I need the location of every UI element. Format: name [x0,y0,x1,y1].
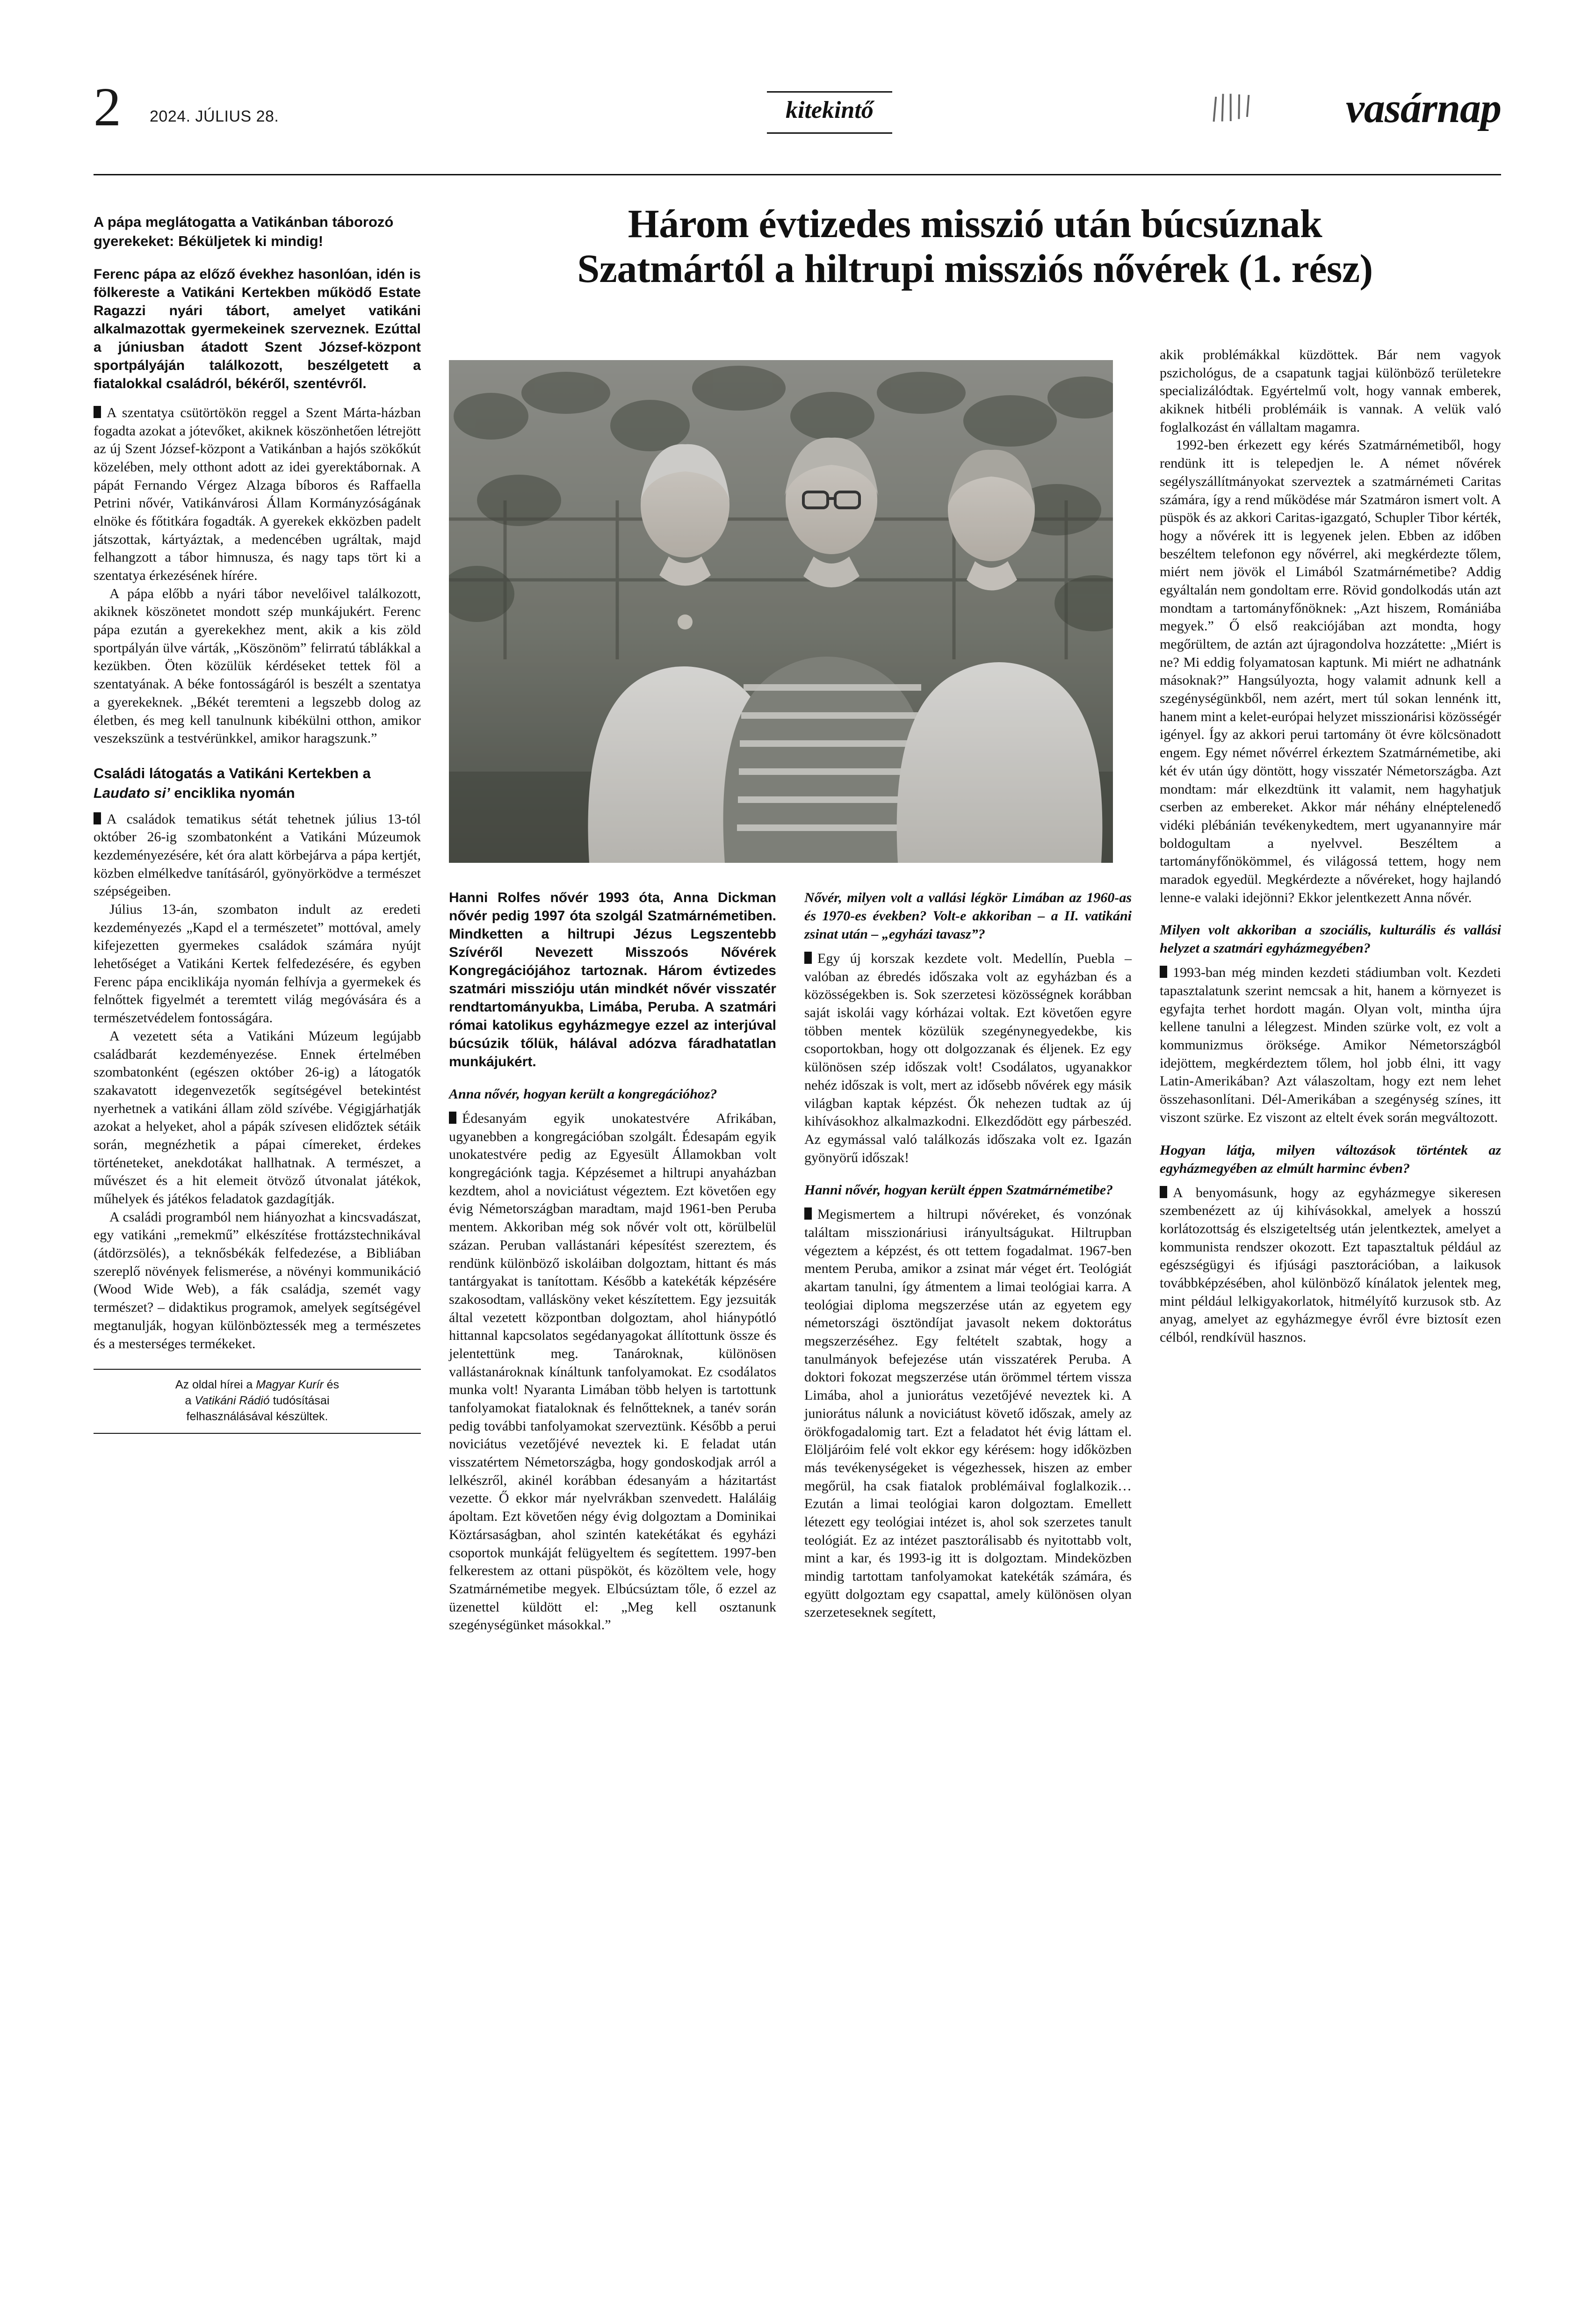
left-rail-paragraph: Július 13-án, szombaton indult az eredeti kezdeményezés „Kapd el a természetet” mottóval, amely kifejezetten gyermekes családok számára nyújt lehetőséget a Vatikáni Kertek felfedezésére, és egyben Ferenc pápa enciklikája nyomán felhívja a gyermekek és felnőttek figyelmét a teremtett világ megóvására és a természetvédelem fontosságára. [94,902,421,1026]
interview-answer: akik problémákkal küzdöttek. Bár nem vagyok pszichológus, de a csapatunk tagjai különböző területekre specializálódtak. Egyértelmű volt, hogy vannak emberek, akiknek hitbéli problémáik is vannak. A velük való foglalkozást én vállaltam magamra. [1160,347,1501,435]
subhead-text-pre: Családi látogatás a Vatikáni Kertekben a [94,765,371,781]
left-rail-paragraph: A pápa előbb a nyári tábor nevelőivel találkozott, akiknek köszönetet mondott szép munkájukért. Ferenc pápa ezután a gyerekekhez ment, akik a kis zöld sportpályán ülve várták, „Köszönöm” felirratú táblákkal a kezükben. Öten közülük kérdéseket tettek föl a szentatyának. A béke fontosságáról is beszélt a szentatya a gyerekeknek. „Békét teremteni a legszebb dolog az életben, és meg kell tanulnunk kibékülni otthon, amikor veszekszünk a testvérünkkel, amikor haragszunk.” [94,585,421,746]
section-badge: kitekintő [767,91,892,134]
interview-question: Nővér, milyen volt a vallási légkör Limában az 1960-as és 1970-es években? Volt-e akkoriban – a II. vatikáni zsinat után – „egyházi tavasz”? [804,890,1132,942]
article-column-4 [1160,346,1501,1347]
source-credit [94,1369,421,1434]
interview-answer: Édesanyám egyik unokatestvére Afrikában, ugyanebben a kongregációban szolgált. Édesapám egyik unokatestvére pedig az Egyesült Államokban volt kongregációnk tagja. Képzésemet a hiltrupi anyaházban kezdtem, ahol a noviciátust végeztem. Ezt követően egy évig Németországban maradtam, majd 1961-ben Peruba mentem. Akkoriban még sok nővér volt ott, körülbelül százan. Peruban vallástanári képesítést szereztem, és rendünk különböző iskoláiban dolgoztam, hittant és más tantárgyakat is tanítottam. Később a katekéták képzésére szakosodtam, vallásköny veket készítettem. Egy jezsuiták által vezetett központban dolgoztam, ahol hiánypótló hittannal kapcsolatos segédanyagokat állítottunk össze és jelentettünk meg. Tanároknak, különösen vallástanároknak kínáltunk tanfolyamokat. Ez csodálatos munka volt! Nyaranta Limában több helyen is tartottunk tanfolyamokat fiataloknak és felnőtteknek, a tanév során pedig további tanfolyamokat szerveztünk. Később a perui noviciátus vezetőjévé neveztek ki. E feladat után visszatértem Németországba, hogy gondoskodjak arról a lelkészről, akinél korábban édesanyám a házitartást vezette. Ő ekkor már nyelvrákban szenvedett. Haláláig ápoltam. Ezt követően négy évig dolgoztam a Dominikai Köztársaságban, ahol szintén katekétákat és egyházi csoportok munkáját felügyeltem és segítettem. 1997-ben felkerestem az ottani püspököt, és közöltem vele, hogy Szatmárnémetibe megyek. Elbúcsúztam tőle, ő ezzel az üzenettel küldött el: „Meg kell osztanunk szegénységünket másokkal.” [449,1110,776,1634]
left-rail-kicker: A pápa meglátogatta a Vatikánban táborozó gyerekeket: Béküljetek ki mindig! [94,214,394,249]
interview-question: Hanni nővér, hogyan került éppen Szatmárnémetibe? [804,1182,1113,1198]
credit-italic-2: Vatikáni Rádió [195,1394,270,1407]
page-number: 2 [94,76,121,137]
sisters-group-photo [449,360,1113,863]
credit-italic-1: Magyar Kurír [256,1378,324,1392]
left-rail-column [94,213,421,1434]
brand-title: vasárnap [1345,85,1501,131]
credit-post-2: tudósításai [269,1394,330,1407]
header-divider [94,174,1501,175]
sun-rays-svg [1205,83,1261,127]
interview-answer: 1993-ban még minden kezdeti stádiumban volt. Kezdeti tapasztalatunk szerint nemcsak a hit, hanem a környezet is egyfajta terhet hordott magán. Olyan volt, mintha újra kellene tanulni a lélegzest. Minden szürke volt, ez volt a kommunizmus öröksége. Amikor Németországból idejöttem, megkérdeztem tőlem, hol jobb élni, itt vagy Latin-Amerikában? Azt válaszoltam, hogy ezt nem lehet összehasonlítani. Dél-Amerikában a szegénység színes, itt viszont szürke. Ez viszont az eltelt évek során megváltozott. [1160,964,1501,1127]
subhead-text-post: enciklika nyomán [170,784,295,801]
subhead-text-italic: Laudato si’ [94,784,170,801]
left-rail-lead: Ferenc pápa az előző évekhez hasonlóan, idén is fölkereste a Vatikáni Kertekben működő Estate Ragazzi nyári tábort, amelyet vatikáni alkalmazottak gyermekeinek szerveznek. Ezúttal a júniusban átadott Szent József-központ sportpályáján találkozott, beszélgetett a fiatalokkal családról, békéről, szentévről. [94,266,421,391]
interview-question: Milyen volt akkoriban a szociális, kulturális és vallási helyzet a szatmári egyházmegyében? [1160,922,1501,956]
issue-date: 2024. JÚLIUS 28. [150,108,279,125]
article-column-3 [804,889,1132,1622]
interview-answer: Egy új korszak kezdete volt. Medellín, Puebla – valóban az ébredés időszaka volt az egyházban és a közösségekben is. Sok szerzetesi közösségnek korábban saját iskolái vagy kórházai voltak. Ezt követően egyre többen mentek közülük szegénynegyedekbe, kis csoportokban, hogy ott dolgozzanak és éljenek. Ez egy különösen szép időszak volt! Csodálatos, ugyanakkor nehéz időszak is volt, mert az idősebb nővérek egy másik világban kaptak képzést. Ők nehezen tudtak az új kihívásokhoz alkalmazkodni. Elkezdődött egy párbeszéd. Az egymással való találkozás időszaka volt ez. Igazán gyönyörű időszak! [804,950,1132,1167]
left-rail-paragraph: A családi programból nem hiányozhat a kincsvadászat, egy vatikáni „remekmű” elkészítése frottázstechnikával (átdörzsölés), a teknősbékák felfedezése, a Bibliában szereplő növények felismerése, a növényi kommunikáció (Wood Wide Web), a fák családja, szemét vagy természet? – didaktikus programok, amelyek segítségével megtanulják, hogyan különböztessék meg a természetes és a mesterséges termékeket. [94,1209,421,1352]
photo-illustration [449,360,1113,863]
interview-question: Hogyan látja, milyen változások történtek az egyházmegyében az elmúlt harminc évben? [1160,1142,1501,1176]
credit-line-3: felhasználásával készültek. [186,1409,328,1423]
headline-line-1: Három évtizedes misszió után búcsúznak [628,201,1322,246]
left-rail-paragraph: A vezetett séta a Vatikáni Múzeum legújabb családbarát kezdeményezése. Ennek értelmében szombatonként (egészen október 26-ig) a látogatók szakavatott idegenvezetők segítségével betekintést nyerhetnek a vatikáni állam zöld szívébe. Végigjárhatják azokat a helyeket, ahol a pápák szívesen elidőztek sétáik során, megnézhetik a pápai címereket, érdekes történeteket, anekdotákat hallhatnak. A természet, a művészet és a hit elemeit ötvöző útvonalat játékok, műhelyek és játékos feladatok gazdagítják. [94,1028,421,1207]
left-rail-subhead [94,764,421,803]
credit-pre-1: Az oldal hírei a [175,1378,256,1392]
sun-rays-icon [1205,83,1262,134]
credit-pre-2: a [185,1394,195,1407]
interview-question: Anna nővér, hogyan került a kongregációhoz? [449,1086,717,1102]
left-rail-paragraph: A szentatya csütörtökön reggel a Szent Márta-házban fogadta azokat a jótevőket, akiknek köszönhetően létrejött az új Szent József-központ a Vatikánban a hajós szökőkút közelében, mely otthont adott az idei gyerektábornak. A pápát Fernando Vérgez Alzaga bíboros és Raffaella Petrini nővér, Vatikánvárosi Állam Kormányzóságának elnöke és főtitkára fogadták. A gyerekek ekközben padelt játszottak, kártyáztak, a medencében ugráltak, majd felhangzott a tábor himnusza, és nagy taps tört ki a szentatya érkezésének hírére. [94,404,421,585]
credit-post-1: és [323,1378,339,1392]
interview-answer: 1992-ben érkezett egy kérés Szatmárnémetiből, hogy rendünk itt is telepedjen le. A német nővérek segélyszállítmányokat szerveztek a szatmárnémeti Caritas számára, így a rend működése már Szatmáron ismert volt. A püspök és az akkori Caritas-igazgató, Schupler Tibor kérték, hogy a nővérek itt is legyenek jelen. Ebben az időben beszéltem telefonon egy nővérrel, aki megkérdezte tőlem, miért nem jövök el Limából Szatmárnémetibe? Addig egyáltalán nem gondoltam erre. Rövid gondolkodás után azt mondtam a tartományfőnöknek: „Azt hiszem, Romániába megyek.” Ő első reakciójában azt mondta, hogy megőrültem, de aztán azt újragondolva hozzátette: „Miért is ne? Mi eddig folyamatosan kaptunk. Mi miért ne adhatnánk másoknak?” Hangsúlyozta, hogy valamit adnunk kell a szegénységünkből, nem azért, mert túl sokan lennénk itt, hanem mint a kelet-európai helyzet misszionárisi közösségér igényel. Így az akkori perui tartomány öt évre kölcsönadott engem. Egy német nővérrel érkeztem Szatmárnémetibe, aki két év után úgy döntött, hogy visszatér Németországba. Azt mondtam: már elkezdtünk itt valamit, nem hagyhatjuk cserben az embereket. Akkor már néhány elnéptelenedő vidéki plébánián tevékenykedtem, mert ugyanannyire már boldogultam a nyelvvel. Beszéltem a tartományfőnökömmel, és világossá tettem, hogy nem maradok egyedül. Megkérdezte a nővéreket, hogy hajlandó lenne-e valaki idejönni? Ekkor jelentkezett Anna nővér. [1160,437,1501,905]
interview-intro: Hanni Rolfes nővér 1993 óta, Anna Dickman nővér pedig 1997 óta szolgál Szatmárnémetiben. Mindketten a hiltrupi Jézus Legszentebb Szívéről Nevezett Misszoós Nővérek Kongregációjához tartoznak. Három évtizedes szatmári misszióju után mindkét nővér visszatér rendtartományukba, Limába, Peruba. A szatmári római katolikus egyházmegye ezzel az interjúval búcsúzik tőlük, hálával adózva fáradhatatlan munkájukért. [449,890,776,1070]
masthead [94,76,1501,150]
page-title [449,201,1501,291]
interview-answer: A benyomásunk, hogy az egyházmegye sikeresen szembenézett az új kihívásokkal, amelyek a hosszú korlátozottság és elszigeteltség után jelentkeztek, amelyet a kommunista rendszer okozott. Ezt tapasztaltuk például az egészségügyi és ifjúsági pasztorációban, a laikusok továbbképzésében, ahol különböző kínálatok jelentek meg, mint például lelkigyakorlatok, hitmélyítő kurzusok stb. Az anyag, amelyet az egyházmegye évről évre biztosít ezen célból, rendkívül hasznos. [1160,1184,1501,1347]
article-column-2 [449,889,776,1634]
interview-answer: Megismertem a hiltrupi nővéreket, és vonzónak találtam misszionáriusi irányultságukat. Hiltrupban végeztem a képzést, és ott tettem fogadalmat. 1967-ben mentem Peruba, amikor a zsinat már véget ért. Teológiát akartam tanulni, így átmentem a limai teológiai karra. A teológiai diploma megszerzése után az egyetem egy németországi ösztöndíjat javasolt nekem doktorátus megszerzéséhez. Egy feltételt szabtak, hogy a tanulmányok befejezése után visszatérek Peruba. A doktori fokozat megszerzése után örömmel tértem vissza Limába, ahol a juniorátus vezetőjévé neveztek ki. A juniorátus nálunk a noviciátust követő időszak, amely az örökfogadalomig tart. Ezt a feladatot hét évig láttam el. Elöljáróim felé volt ekkor egy kérésem: hogy időközben más tevékenységeket is végezhessek, hiszen az ember megőrül, ha csak fiatalok problémáival foglalkozik… Ezután a limai teológiai karon dolgoztam. Emellett létezett egy teológiai intézet is, ahol sok szerzetes tanult teológiát. Ez az intézet pasztorálisabb és nyitottabb volt, mint a kar, és 1993-ig itt is dolgoztam. Mindeközben mindig tartottam tanfolyamokat katekéták számára, és együtt dolgoztam egy csapattal, amely különösen olyan szerzeteseknek segített, [804,1206,1132,1622]
headline-line-2: Szatmártól a hiltrupi missziós nővérek (1. rész) [577,246,1373,291]
left-rail-paragraph: A családok tematikus sétát tehetnek július 13-tól október 26-ig szombatonként a Vatikáni Múzeumok kezdeményezésére, két óra alatt körbejárva a pápa kertjét, közben elmélkedve tanításáról, gyönyörködve a természet szépségeiben. [94,810,421,901]
